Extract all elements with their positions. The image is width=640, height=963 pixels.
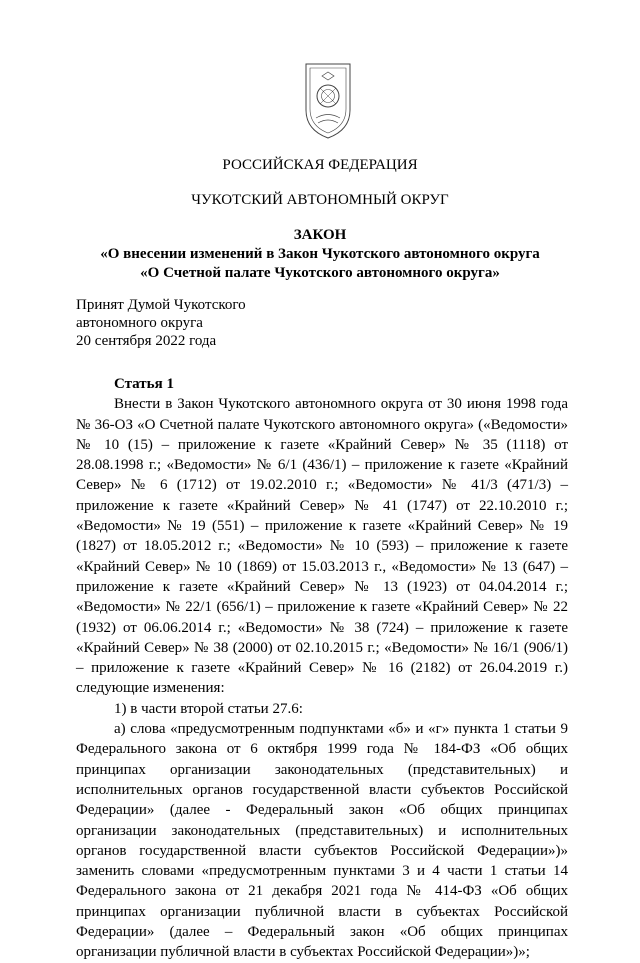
article-heading: Статья 1 bbox=[114, 376, 174, 392]
article-intro-paragraph: Внести в Закон Чукотского автономного округа от 30 июня 1998 года № 36-ОЗ «О Счетной палате Чукотского автономного округа» («Ведомости» № 10 (15) – приложение к газете «Крайний Север» № 35 (1118) от 28.08.1998 г.; «Ведомости» № 6/1 (436/1) – приложение к газете «Крайний Север» № 6 (1712) от 19.02.2010 г.; «Ведомости» № 41/3 (471/3) – приложение к газете «Крайний Север» № 41 (1747) от 22.10.2010 г.; «Ведомости» № 19 (551) – приложение к газете «Крайний Север» № 19 (1827) от 18.05.2012 г.; «Ведомости» № 10 (593) – приложение к газете «Крайний Север» № 10 (1869) от 15.03.2013 г., «Ведомости» № 13 (647) – приложение к газете «Крайний Север» № 13 (1923) от 04.04.2014 г.; «Ведомости» № 22/1 (656/1) – приложение к газете «Крайний Север» № 22 (1932) от 06.06.2014 г.; «Ведомости» № 38 (724) – приложение к газете «Крайний Север» № 38 (2000) от 02.10.2015 г.; «Ведомости» № 16/1 (906/1) – приложение к газете «Крайний Север» № 16 (2182) от 26.04.2019 г.) следующие изменения: bbox=[76, 396, 568, 697]
item-1-a: а) слова «предусмотренным подпунктами «б» и «г» пункта 1 статьи 9 Федерального закона от 6 октября 1999 года № 184-ФЗ «Об общих принципах организации законодательных (представительных) и исполнительных органов государственной власти субъектов Российской Федерации» (далее - Федеральный закон «Об общих принципах организации законодательных (представительных) и исполнительных органов государственной власти субъектов Российской Федерации»)» заменить словами «предусмотренным пунктами 3 и 4 части 1 статьи 14 Федерального закона от 21 декабря 2021 года № 414-ФЗ «Об общих принципах организации публичной власти в субъектах Российской Федерации» (далее – Федеральный закон «Об общих принципах организации публичной власти в субъектах Российской Федерации»)»; bbox=[76, 721, 568, 961]
document-type: ЗАКОН bbox=[293, 227, 347, 243]
adoption-line-2: автономного округа bbox=[76, 315, 203, 331]
region-name: ЧУКОТСКИЙ АВТОНОМНЫЙ ОКРУГ bbox=[191, 192, 449, 208]
coat-of-arms-emblem bbox=[298, 58, 358, 140]
adoption-date: 20 сентября 2022 года bbox=[76, 333, 217, 349]
law-title-line-2: «О Счетной палате Чукотского автономного округа» bbox=[140, 265, 500, 281]
adoption-line-1: Принят Думой Чукотского bbox=[76, 297, 246, 313]
law-title-line-1: «О внесении изменений в Закон Чукотского автономного округа bbox=[100, 246, 540, 262]
law-body bbox=[76, 374, 568, 963]
country-name: РОССИЙСКАЯ ФЕДЕРАЦИЯ bbox=[222, 157, 418, 173]
item-1: 1) в части второй статьи 27.6: bbox=[114, 700, 303, 717]
